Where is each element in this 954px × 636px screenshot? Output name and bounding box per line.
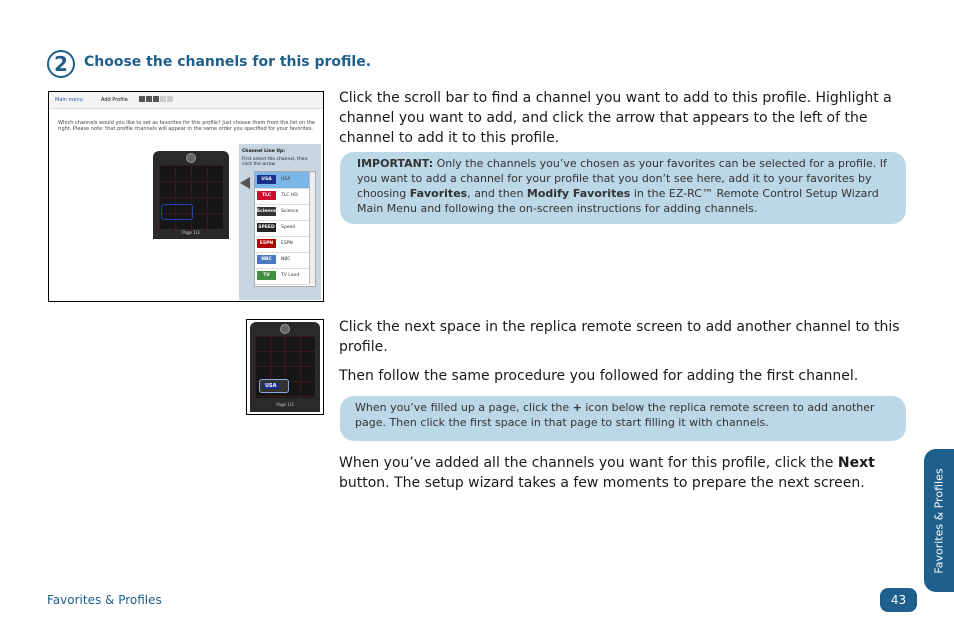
step-dot <box>139 96 145 102</box>
channel-list-scrollbar[interactable] <box>309 172 315 284</box>
channel-name: TLC HD <box>281 193 298 198</box>
add-arrow-icon[interactable] <box>240 177 250 189</box>
channel-list <box>254 171 316 287</box>
channel-logo: ESPN <box>257 239 276 248</box>
wizard-instructions: Which channels would you like to set as favorites for this profile? Just choose them from the list on the right. Please note: that profile channels will appear in the same order you specified for your favorites. <box>58 120 315 132</box>
instruction-paragraph-4 <box>339 453 899 493</box>
step-dot <box>146 96 152 102</box>
plus-icon: + <box>572 401 582 414</box>
channel-name: Science <box>281 209 299 214</box>
remote-screenshot-added-channel <box>246 319 324 415</box>
channel-logo: TLC <box>257 191 276 200</box>
channel-row[interactable] <box>255 236 309 253</box>
remote-channel-slot[interactable] <box>259 379 289 393</box>
nav-main-menu-link[interactable]: Main menu <box>55 97 83 103</box>
wizard-nav-bar <box>49 92 323 109</box>
note-text: icon below the replica remote screen to add another page. Then click the first space in that page to start filling it with channels. <box>355 401 875 429</box>
side-tab-label: Favorites & Profiles <box>932 467 946 574</box>
channel-row[interactable] <box>255 188 309 205</box>
remote-page-label: Page 1/3 <box>182 230 200 235</box>
channel-name: TV Land <box>281 273 300 278</box>
paragraph-text: When you’ve added all the channels you want for this profile, click the <box>339 455 838 471</box>
note-modify-favorites: Modify Favorites <box>526 187 631 200</box>
channel-lineup-panel <box>239 144 321 300</box>
section-heading: Choose the channels for this profile. <box>84 54 372 70</box>
paragraph-text: button. The setup wizard takes a few moments to prepare the next screen. <box>339 475 865 491</box>
footer-section-label: Favorites & Profiles <box>47 593 162 607</box>
section-side-tab <box>924 449 954 592</box>
channel-logo: Science <box>256 209 277 214</box>
note-text: Only the channels you’ve chosen as your favorites can be selected for a profile. If you want to add a channel for your profile that you don’t see here, add it to your favorites by choosing <box>357 157 887 200</box>
channel-name: Speed <box>281 225 296 230</box>
note-favorites: Favorites <box>409 187 468 200</box>
lineup-title: Channel Line Up: <box>242 149 286 154</box>
instruction-paragraph-2: Click the next space in the replica remote screen to add another channel to this profile. <box>339 319 900 355</box>
channel-row[interactable] <box>255 220 309 237</box>
instruction-paragraph-1: Click the scroll bar to find a channel you want to add to this profile. Highlight a channel you want to add, and click the arrow that appears to the left of the channel to add it to this profile. <box>339 90 892 146</box>
channel-row[interactable] <box>255 268 309 285</box>
wizard-step-indicator <box>139 96 173 102</box>
channel-logo: USA <box>265 383 277 389</box>
channel-name: NBC <box>281 257 291 262</box>
instruction-paragraph-3: Then follow the same procedure you followed for adding the first channel. <box>339 368 859 384</box>
page-number: 43 <box>880 588 917 612</box>
channel-row[interactable] <box>255 204 309 221</box>
nav-add-profile: Add Profile <box>101 97 128 103</box>
channel-logo: SPEED <box>258 225 275 230</box>
channel-row[interactable] <box>255 172 309 189</box>
channel-logo: TV <box>257 271 276 280</box>
step-dot <box>167 96 173 102</box>
channel-row[interactable] <box>255 252 309 269</box>
channel-logo: NBC <box>257 255 276 264</box>
note-text: , and then <box>467 187 527 200</box>
lineup-instruction: First select the channel, then click the arrow <box>242 157 308 167</box>
note-text: in the EZ-RC™ Remote Control Setup Wizard Main Menu and following the on-screen instructions for adding channels. <box>357 187 879 215</box>
important-label: IMPORTANT: <box>357 157 434 170</box>
replica-remote <box>153 151 229 239</box>
channel-name: USA <box>281 177 291 182</box>
step-dot <box>160 96 166 102</box>
note-text: When you’ve filled up a page, click the <box>355 401 573 414</box>
page-note <box>340 396 906 441</box>
remote-page-label: Page 1/3 <box>276 402 294 407</box>
replica-remote <box>250 322 320 412</box>
step-number: 2 <box>47 50 75 78</box>
channel-logo: USA <box>257 175 276 184</box>
remote-empty-slot[interactable] <box>161 204 193 220</box>
remote-button-icon <box>186 153 196 163</box>
wizard-screenshot-channel-lineup <box>48 91 324 302</box>
step-dot <box>153 96 159 102</box>
next-label: Next <box>837 455 875 471</box>
remote-button-icon <box>280 324 290 334</box>
important-note <box>340 152 906 224</box>
channel-name: ESPN <box>281 241 293 246</box>
